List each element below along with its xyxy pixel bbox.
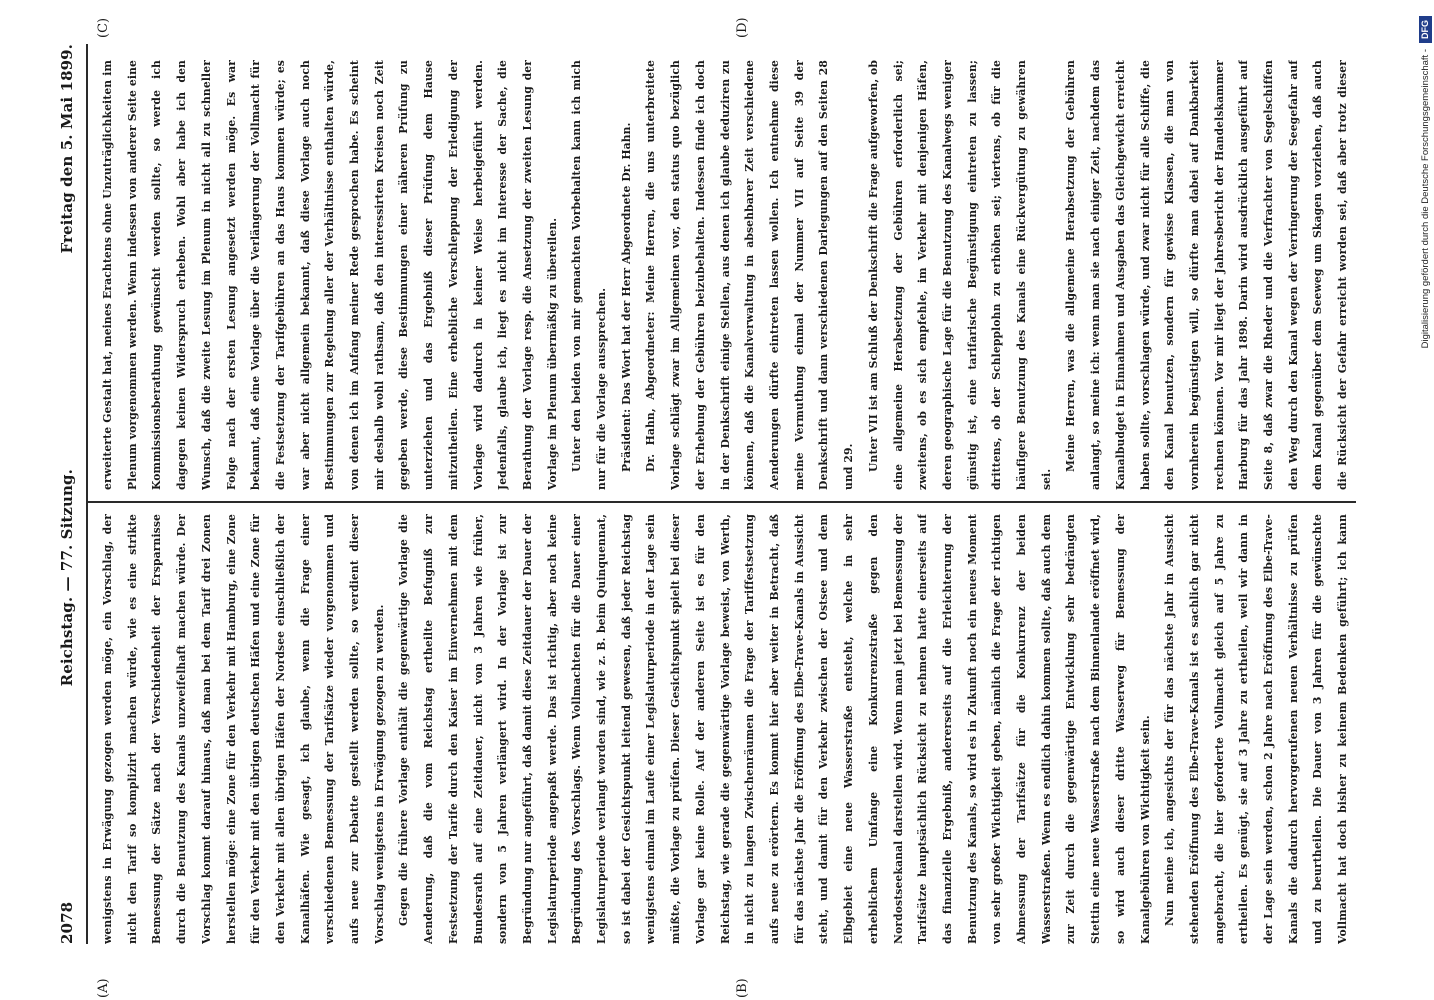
margin-marker-d: (D) [735, 17, 750, 38]
column-separator [86, 502, 1356, 504]
right-column [96, 60, 1351, 490]
session-title: Reichstag. — 77. Sitzung. [58, 469, 76, 687]
session-date: Freitag den 5. Mai 1899. [58, 44, 76, 254]
paragraph: Dr. Hahn, Abgeordneter: Meine Herren, die uns unterbreitete Vorlage schlägt zwar im Allgemeinen vor, den status quo bezüglich der Erhebung der Gebühren beizubehalten. Indessen finde ich doch in der Denkschrift einige Stellen, aus denen ich glaube deduziren zu können, daß die Kanalverwaltung in absehbarer Zeit verschiedene Aenderungen dürfte eintreten lassen wollen. Ich entnehme diese meine Vermuthung einmal der Nummer VII auf Seite 39 der Denkschrift und dann verschiedenen Darlegungen auf den Seiten 28 und 29. [644, 60, 856, 490]
dfg-logo: DFG [1419, 16, 1432, 43]
header-rule [86, 44, 88, 944]
margin-marker-a: (A) [96, 978, 111, 998]
credit-text: Digitalisierung gefördert durch die Deutsche Forschungsgemeinschaft - [1419, 49, 1431, 349]
paragraph: wenigstens in Erwägung gezogen werden möge, ein Vorschlag, der nicht den Tarif so komplizirt machen würde, wie es eine strikte Bemessung der Sätze nach der Verschiedenheit der Ersparnisse durch die Benutzung des Kanals unzweifelhaft machen würde. Der Vorschlag kommt darauf hinaus, daß man bei dem Tarif drei Zonen herstellen möge: eine Zone für den Verkehr mit Hamburg, eine Zone für den Verkehr mit den übrigen deutschen Häfen und eine Zone für den Verkehr mit allen übrigen Häfen der Nordsee einschließlich der Kanalhäfen. Wie gesagt, ich glaube, wenn die Frage einer verschiedenen Bemessung der Tarifsätze wieder vorgenommen und aufs neue zur Debatte gestellt werden sollte, so verdient dieser Vorschlag wenigstens in Erwägung gezogen zu werden. [101, 514, 386, 944]
margin-marker-b: (B) [735, 978, 750, 998]
margin-marker-c: (C) [96, 17, 111, 38]
paragraph: Nun meine ich, angesichts der für das nächste Jahr in Aussicht stehenden Eröffnung des Elbe-Trave-Kanals ist es sachlich gar nicht angebracht, die hier geforderte Vollmacht gleich auf 5 Jahre zu ertheilen. Es genügt, sie auf 3 Jahre zu ertheilen, weil wir dann in der Lage sein werden, schon 2 Jahre nach Eröffnung des Elbe-Trave-Kanals die dadurch hervorgerufenen neuen Verhältnisse zu prüfen und zu beurtheilen. Die Dauer von 3 Jahren für die gewünschte Vollmacht hat doch bisher zu keinem Bedenken geführt; ich kann [1163, 514, 1350, 944]
paragraph: Meine Herren, was die allgemeine Herabsetzung der Gebühren anlangt, so meine ich: wenn man sie nach einiger Zeit, nachdem das Kanalbudget in Einnahmen und Ausgaben das Gleichgewicht erreicht haben sollte, vorschlagen würde, und zwar nicht für alle Schiffe, die den Kanal benutzen, sondern für gewisse Klassen, die man von vornherein begünstigen will, so dürfte man dabei auf Dankbarkeit rechnen können. Vor mir liegt der Jahresbericht der Handelskammer Harburg für das Jahr 1898. Darin wird ausdrücklich ausgeführt auf Seite 8, daß zwar die Rheder und die Verfrachter von Segelschiffen den Weg durch den Kanal wegen der Verringerung der Seegefahr auf dem Kanal gegenüber dem Seeweg um Skagen vorziehen, daß auch die Rücksicht der Gefahr erreicht worden sei, daß aber trotz dieser [1064, 60, 1350, 490]
page-number: 2078 [58, 901, 76, 944]
paragraph: erweiterte Gestalt hat, meines Erachtens ohne Unzuträglichkeiten im Plenum vorgenommen werden. Wenn indessen von anderer Seite eine Kommissionsberathung gewünscht werden sollte, so werde ich dagegen keinen Widerspruch erheben. Wohl aber habe ich den Wunsch, daß die zweite Lesung im Plenum in nicht all zu schneller Folge nach der ersten Lesung angesetzt werden möge. Es war bekannt, daß eine Vorlage über die Verlängerung der Vollmacht für die Festsetzung der Tarifgebühren an das Haus kommen würde; es war aber nicht allgemein bekannt, daß diese Vorlage auch noch Bestimmungen zur Regelung aller der Verhältnisse enthalten würde, von denen ich im Anfang meiner Rede gesprochen habe. Es scheint mir deshalb wohl rathsam, daß den interessirten Kreisen noch Zeit gegeben werde, diese Bestimmungen einer näheren Prüfung zu unterziehen und das Ergebniß dieser Prüfung dem Hause mitzutheilen. Eine erhebliche Verschleppung der Erledigung der Vorlage wird dadurch in keiner Weise herbeigeführt werden. Jedenfalls, glaube ich, liegt es nicht im Interesse der Sache, die Berathung der Vorlage resp. die Ansetzung der zweiten Lesung der Vorlage im Plenum übermäßig zu übereilen. [101, 60, 559, 490]
left-column [96, 514, 1351, 944]
paragraph: Unter den beiden von mir gemachten Vorbehalten kann ich mich nur für die Vorlage aussprechen. [570, 60, 609, 490]
paragraph: Gegen die frühere Vorlage enthält die gegenwärtige Vorlage die Aenderung, daß die vom Reichstag ertheilte Befugniß zur Festsetzung der Tarife durch den Kaiser im Einvernehmen mit dem Bundesrath auf eine Zeitdauer, nicht von 3 Jahren wie früher, sondern von 5 Jahren verlängert wird. In der Vorlage ist zur Begründung nur angeführt, daß damit diese Zeitdauer der Dauer der Legislaturperiode angepaßt werde. Das ist richtig, aber noch keine Begründung des Vorschlags. Wenn Vollmachten für die Dauer einer Legislaturperiode verlangt worden sind, wie z. B. beim Quinquennat, so ist dabei der Gesichtspunkt leitend gewesen, daß jeder Reichstag wenigstens einmal im Laufe einer Legislaturperiode in der Lage sein müßte, die Vorlage zu prüfen. Dieser Gesichtspunkt spielt bei dieser Vorlage gar keine Rolle. Auf der anderen Seite ist es für den Reichstag, wie gerade die gegenwärtige Vorlage beweist, von Werth, in nicht zu langen Zwischenräumen die Frage der Tariffestsetzung aufs neue zu erörtern. Es kommt hier aber weiter in Betracht, daß für das nächste Jahr die Eröffnung des Elbe-Trave-Kanals in Aussicht steht, und damit für den Verkehr zwischen der Ostsee und dem Elbgebiet eine neue Wasserstraße entsteht, welche in sehr erheblichem Umfange eine Konkurrenzstraße gegen den Nordostseekanal darstellen wird. Wenn man jetzt bei Bemessung der Tarifsätze hauptsächlich Rücksicht zu nehmen hatte einerseits auf das finanzielle Ergebniß, andererseits auf die Erleichterung der Benutzung des Kanals, so wird es in Zukunft noch ein neues Moment von sehr großer Wichtigkeit geben, nämlich die Frage der richtigen Abmessung der Tarifsätze für die Konkurrenz der beiden Wasserstraßen. Wenn es endlich dahin kommen sollte, daß auch dem zur Zeit durch die gegenwärtige Entwicklung sehr bedrängten Stettin eine neue Wasserstraße nach dem Binnenlande eröffnet wird, so wird auch dieser dritte Wasserweg für Bemessung der Kanalgebühren von Wichtigkeit sein. [397, 514, 1152, 944]
speaker-paragraph: Präsident: Das Wort hat der Herr Abgeordnete Dr. Hahn. [619, 122, 633, 472]
digitization-credit [1418, 8, 1432, 992]
paragraph: Unter VII ist am Schluß der Denkschrift die Frage aufgeworfen, ob eine allgemeine Herabsetzung der Gebühren erforderlich sei; zweitens, ob es sich empfehle, im Verkehr mit denjenigen Häfen, deren geographische Lage für die Benutzung des Kanalwegs weniger günstig ist, eine tarifarische Begünstigung eintreten zu lassen; drittens, ob der Schlepplohn zu erhöhen sei; viertens, ob für die häufigere Benutzung des Kanals eine Rückvergütung zu gewähren sei. [866, 60, 1053, 490]
page-header [52, 44, 82, 944]
